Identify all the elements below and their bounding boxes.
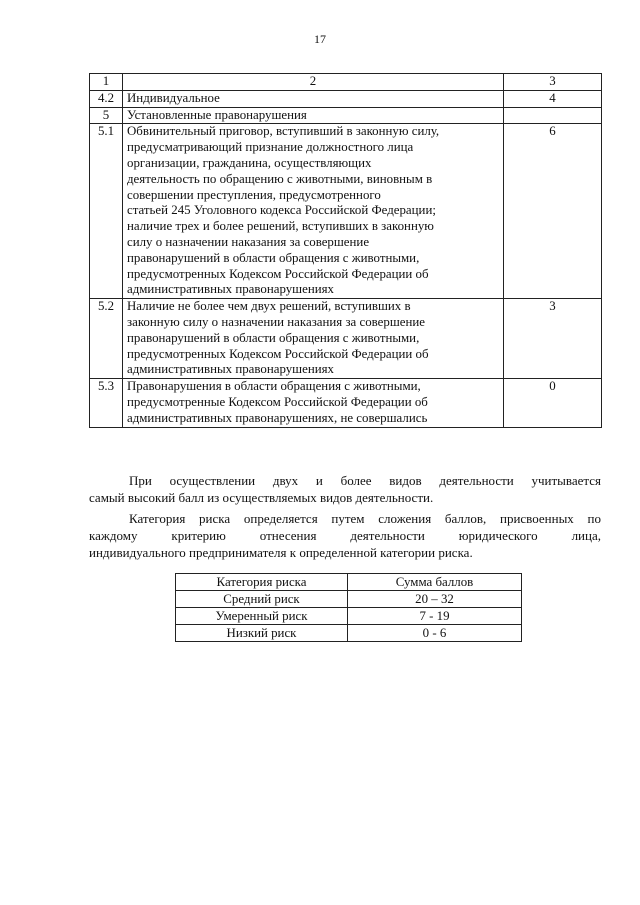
risk-category-table — [175, 573, 522, 642]
table-row — [90, 379, 602, 427]
risk-category: Умеренный риск — [176, 608, 348, 625]
risk-header-row — [176, 574, 522, 591]
criterion-line: предусматривающий признание должностного лица — [127, 140, 414, 155]
header-cell: 2 — [123, 74, 504, 91]
score-range: 0 - 6 — [348, 625, 522, 642]
header-cell: 3 — [504, 74, 602, 91]
table-row — [176, 591, 522, 608]
criterion-line: Индивидуальное — [127, 90, 220, 105]
row-number: 4.2 — [90, 90, 123, 107]
row-score: 6 — [504, 124, 602, 299]
criterion-line: силу о назначении наказания за совершение — [127, 234, 370, 249]
criterion-line: совершении преступления, предусмотренного — [127, 187, 381, 202]
table-row — [176, 625, 522, 642]
header-cell: 1 — [90, 74, 123, 91]
row-criterion — [123, 107, 504, 124]
criterion-line: Обвинительный приговор, вступивший в законную силу, — [127, 124, 440, 139]
row-number: 5.1 — [90, 124, 123, 299]
criterion-line: правонарушений в области обращения с животными, — [127, 250, 420, 265]
table-row — [90, 107, 602, 124]
paragraph-activity-types — [89, 472, 601, 506]
paragraph-line: Категория риска определяется путем сложения баллов, присвоенных по — [129, 511, 601, 526]
table-header-row — [90, 74, 602, 91]
row-score: 0 — [504, 379, 602, 427]
row-criterion — [123, 299, 504, 379]
row-criterion — [123, 124, 504, 299]
row-criterion — [123, 379, 504, 427]
criterion-line: Наличие не более чем двух решений, вступивших в — [127, 299, 411, 314]
header-cell: Сумма баллов — [348, 574, 522, 591]
criterion-line: Правонарушения в области обращения с животными, — [127, 379, 421, 394]
paragraph-line: При осуществлении двух и более видов деятельности учитывается — [129, 473, 601, 488]
row-score — [504, 107, 602, 124]
paragraph-line: самый высокий балл из осуществляемых видов деятельности. — [89, 490, 434, 505]
row-score: 4 — [504, 90, 602, 107]
criterion-line: административных правонарушениях — [127, 282, 334, 297]
page-number: 17 — [314, 32, 326, 46]
criterion-line: правонарушений в области обращения с животными, — [127, 330, 420, 345]
criterion-line: предусмотренных Кодексом Российской Федерации об — [127, 266, 429, 281]
paragraph-risk-category — [89, 510, 601, 561]
row-number: 5.3 — [90, 379, 123, 427]
criterion-line: законную силу о назначении наказания за совершение — [127, 314, 426, 329]
row-number: 5.2 — [90, 299, 123, 379]
table-row — [90, 90, 602, 107]
criteria-table — [89, 73, 602, 428]
row-score: 3 — [504, 299, 602, 379]
criterion-line: предусмотренных Кодексом Российской Федерации об — [127, 346, 429, 361]
criterion-line: административных правонарушениях — [127, 362, 334, 377]
criterion-line: предусмотренные Кодексом Российской Федерации об — [127, 394, 428, 409]
criterion-line: Установленные правонарушения — [127, 107, 307, 122]
row-criterion — [123, 90, 504, 107]
row-number: 5 — [90, 107, 123, 124]
criterion-line: административных правонарушениях, не совершались — [127, 410, 428, 425]
risk-category: Низкий риск — [176, 625, 348, 642]
criterion-line: деятельность по обращению с животными, виновным в — [127, 171, 433, 186]
risk-category: Средний риск — [176, 591, 348, 608]
table-row — [176, 608, 522, 625]
table-row — [90, 299, 602, 379]
criterion-line: статьей 245 Уголовного кодекса Российской Федерации; — [127, 203, 436, 218]
score-range: 7 - 19 — [348, 608, 522, 625]
table-row — [90, 124, 602, 299]
paragraph-line: индивидуального предпринимателя к определенной категории риска. — [89, 545, 473, 560]
criterion-line: наличие трех и более решений, вступивших в законную — [127, 219, 434, 234]
header-cell: Категория риска — [176, 574, 348, 591]
paragraph-line: каждому критерию отнесения деятельности юридического лица, — [89, 528, 601, 543]
criterion-line: организации, гражданина, осуществляющих — [127, 155, 372, 170]
score-range: 20 – 32 — [348, 591, 522, 608]
